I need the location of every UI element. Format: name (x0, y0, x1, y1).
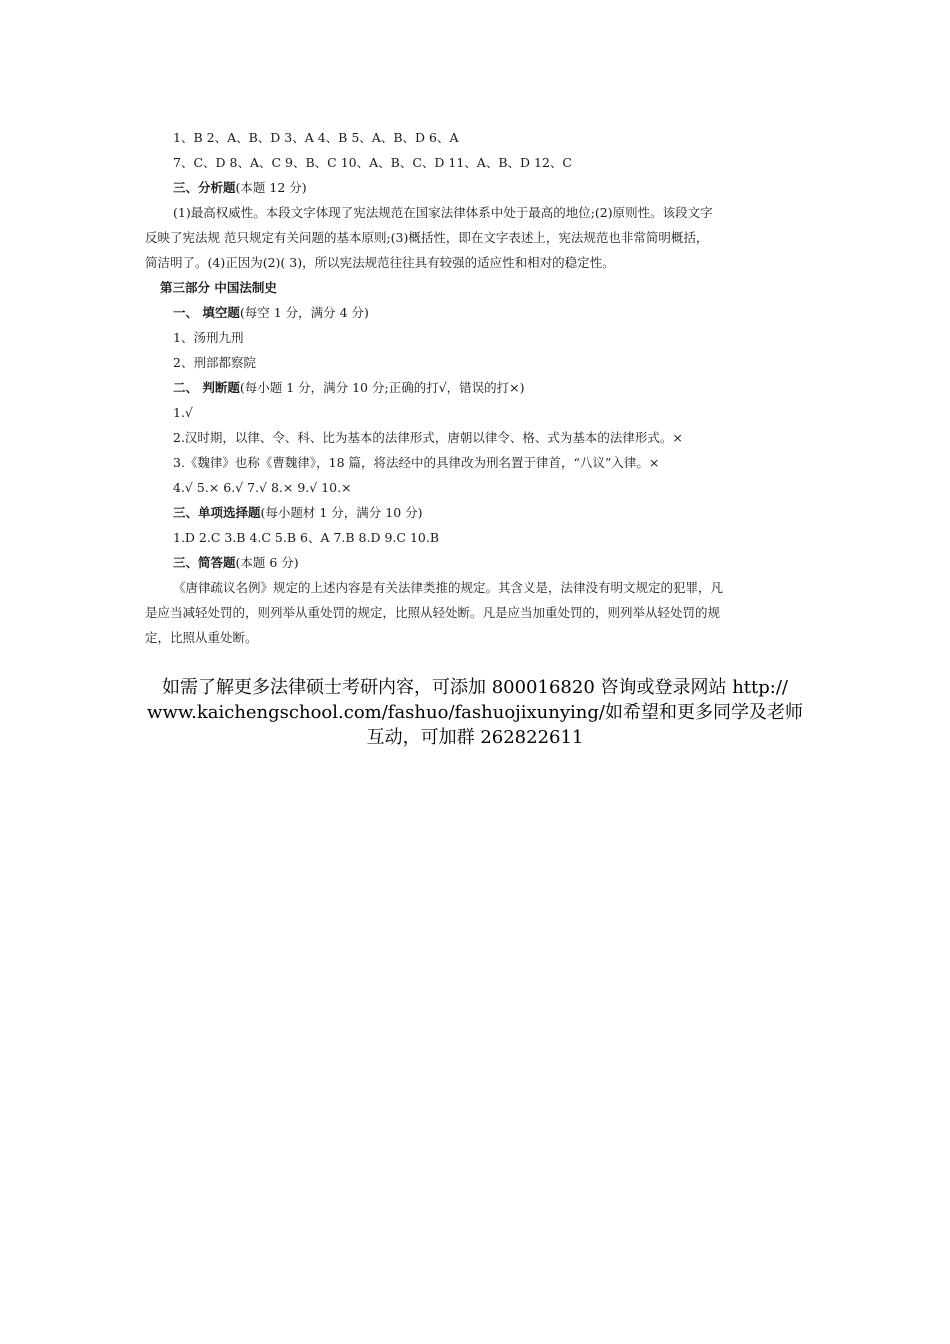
single-choice-heading-note: (每小题材 1 分，满分 10 分) (260, 505, 423, 520)
analysis-para-line-2: 反映了宪法规 范只规定有关问题的基本原则;(3)概括性，即在文字表述上，宪法规范也非常简明概括， (145, 230, 709, 245)
analysis-heading (173, 179, 307, 197)
judge-item-2: 2.汉时期，以律、令、科、比为基本的法律形式，唐朝以律令、格、式为基本的法律形式。× (173, 430, 683, 445)
part3-title: 第三部分 中国法制史 (160, 280, 277, 295)
fill-heading-label: 一、 填空题 (173, 305, 240, 320)
judge-item-3: 3.《魏律》也称《曹魏律》，18 篇，将法经中的具律改为刑名置于律首，“八议”入律。× (173, 455, 660, 470)
judge-heading (173, 379, 525, 397)
fill-item-2: 2、刑部都察院 (173, 355, 256, 370)
answer-line-2: 7、C、D 8、A、C 9、B、C 10、A、B、C、D 11、A、B、D 12、C (173, 155, 572, 170)
judge-item-1: 1.√ (173, 405, 193, 420)
answer-line-1: 1、B 2、A、B、D 3、A 4、B 5、A、B、D 6、A (173, 130, 459, 145)
single-choice-answers: 1.D 2.C 3.B 4.C 5.B 6、A 7.B 8.D 9.C 10.B (173, 530, 440, 545)
footer-promo (120, 675, 830, 750)
short-answer-line-2: 是应当减轻处罚的，则列举从重处罚的规定，比照从轻处断。凡是应当加重处罚的，则列举从轻处罚的规 (145, 605, 721, 620)
short-answer-heading (173, 554, 299, 572)
judge-heading-note: (每小题 1 分，满分 10 分;正确的打√，错误的打×) (239, 380, 525, 395)
analysis-heading-note: (本题 12 分) (235, 180, 307, 195)
short-answer-line-3: 定，比照从重处断。 (145, 630, 258, 645)
analysis-heading-label: 三、分析题 (173, 180, 236, 195)
analysis-para-line-1: (1)最高权威性。本段文字体现了宪法规范在国家法律体系中处于最高的地位;(2)原则性。该段文字 (173, 205, 713, 220)
fill-heading (173, 304, 369, 322)
footer-line-2: www.kaichengschool.com/fashuo/fashuojixunying/如希望和更多同学及老师 (147, 702, 803, 723)
footer-line-3: 互动，可加群 262822611 (366, 727, 584, 748)
footer-line-1: 如需了解更多法律硕士考研内容，可添加 800016820 咨询或登录网站 http:// (161, 677, 788, 698)
short-answer-heading-note: (本题 6 分) (235, 555, 299, 570)
short-answer-line-1: 《唐律疏议名例》规定的上述内容是有关法律类推的规定。其含义是，法律没有明文规定的犯罪，凡 (173, 580, 724, 595)
judge-heading-label: 二、 判断题 (173, 380, 240, 395)
fill-item-1: 1、汤刑九刑 (173, 330, 244, 345)
analysis-para-line-3: 简洁明了。(4)正因为(2)( 3)，所以宪法规范往往具有较强的适应性和相对的稳定性。 (145, 255, 615, 270)
single-choice-heading-label: 三、单项选择题 (173, 505, 261, 520)
short-answer-heading-label: 三、简答题 (173, 555, 236, 570)
single-choice-heading (173, 504, 423, 522)
judge-item-4: 4.√ 5.× 6.√ 7.√ 8.× 9.√ 10.× (173, 480, 352, 495)
fill-heading-note: (每空 1 分，满分 4 分) (239, 305, 369, 320)
